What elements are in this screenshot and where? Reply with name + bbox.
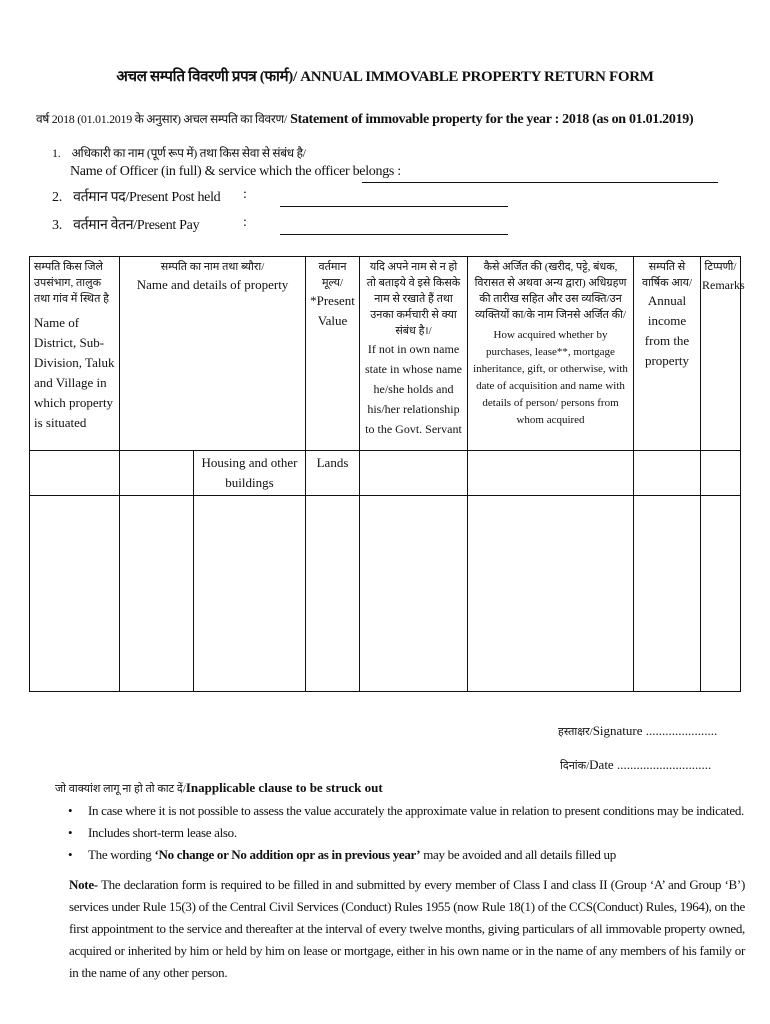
col-income-english: Annual income from the property: [644, 293, 690, 368]
col-value-header: [306, 257, 360, 451]
footnote-item: • Includes short-term lease also.: [68, 822, 748, 844]
pay-num: 3.: [52, 218, 62, 233]
strike-english: Inapplicable clause to be struck out: [185, 780, 383, 795]
bullet-icon: •: [68, 803, 73, 818]
pay-row: [52, 215, 199, 234]
pay-colon: :: [243, 215, 247, 230]
post-num: 2.: [52, 190, 62, 205]
officer-label-hindi: अधिकारी का नाम (पूर्ण रूप में) तथा किस सेवा से संबंध है/: [71, 146, 306, 160]
date-hindi: दिनांक/: [560, 760, 590, 772]
note-label: Note-: [69, 877, 98, 892]
col-location-english: Name of District, Sub-Division, Taluk and Village in which property is situated: [34, 315, 115, 430]
entry-lands-cell[interactable]: [306, 496, 360, 692]
footnote-list: [68, 800, 748, 866]
present-pay-field[interactable]: [280, 214, 508, 235]
entry-acquired-cell[interactable]: [468, 496, 634, 692]
date-english: Date .............................: [589, 757, 712, 772]
entry-income-cell[interactable]: [634, 496, 701, 692]
entry-housing-cell[interactable]: [194, 496, 306, 692]
note-text: The declaration form is required to be filled in and submitted by every member of Class I and class II (Group ‘A’ and Group ‘B’) services under Rule 15(3) of the Central Civil Services (Conduct) Rules 1955 (now Rule 18(1) of the CCS(Conduct) Rules, 1964), on the first appointment to the service and thereafter at the interval of every twelve months, giving particulars of all immovable property owned, acquired or inherited by him or held by him on lease or mortgage, either in his own name or in the name of any members of his family or in the name of any other person.: [69, 877, 745, 980]
subtitle-hindi: वर्ष 2018 (01.01.2019 के अनुसार) अचल सम्पति का विवरण/: [36, 112, 287, 126]
col-acquired-english: How acquired whether by purchases, lease**, mortgage inheritance, gift, or otherwise, with date of acquisition and name with details of person/ persons from whom acquired: [473, 329, 628, 426]
col-acquired-hindi: कैसे अर्जित की (खरीद, पट्टे, बंधक, विरासत से अथवा अन्य द्वारा) अधिग्रहण की तारीख सहित और उस व्यक्ति/उन व्यक्तियों का/के नाम जिनसे अर्जित की/: [474, 261, 627, 321]
subheader-cell-1: [30, 451, 120, 496]
officer-name-field[interactable]: [362, 162, 718, 183]
bullet-icon: •: [68, 847, 73, 862]
present-post-field[interactable]: [280, 186, 508, 207]
col-value-hindi: वर्तमान मूल्य/: [318, 261, 347, 289]
signature-english: Signature ......................: [592, 723, 718, 738]
signature-hindi: हस्ताक्षर/: [558, 726, 593, 738]
post-row: [52, 187, 220, 206]
col-property-english: Name and details of property: [136, 277, 289, 292]
strike-hindi: जो वाक्यांश लागू ना हो तो काट दें/: [55, 783, 186, 795]
col-remarks-english: Remarks: [702, 278, 745, 292]
officer-num: 1.: [52, 146, 61, 160]
col-holder-english: If not in own name state in whose name he/she holds and his/her relationship to the Govt. Servant: [365, 342, 462, 436]
col-location-header: [30, 257, 120, 451]
date-line: [560, 757, 711, 773]
strike-instruction: [55, 780, 383, 797]
col-remarks-hindi: टिप्पणी/: [704, 261, 737, 273]
col-location-hindi: सम्पति किस जिले उपसंभाग, तालुक तथा गांव में स्थित है: [34, 261, 109, 305]
officer-name-label: Name of Officer (in full) & service which the officer belongs :: [70, 164, 401, 179]
col-value-english: *Present Value: [310, 293, 355, 328]
subheader-cell-5: [360, 451, 468, 496]
entry-remarks-cell[interactable]: [701, 496, 741, 692]
table-header-row: [30, 257, 741, 451]
col-income-header: [634, 257, 701, 451]
subheader-cell-8: [701, 451, 741, 496]
col-property-header: [120, 257, 306, 451]
col-holder-header: [360, 257, 468, 451]
subheader-cell-6: [468, 451, 634, 496]
post-colon: :: [243, 187, 247, 202]
property-table: [29, 256, 745, 692]
subheader-lands: Lands: [306, 451, 360, 496]
entry-location-cell[interactable]: [30, 496, 120, 692]
footnote-item: • In case where it is not possible to assess the value accurately the approximate value in relation to present conditions may be indicated.: [68, 800, 748, 822]
entry-property-cell[interactable]: [120, 496, 194, 692]
form-subtitle: [36, 110, 693, 128]
col-acquired-header: [468, 257, 634, 451]
subheader-empty-cell: [120, 451, 194, 496]
pay-label: वर्तमान वेतन/Present Pay: [73, 218, 200, 233]
subheader-cell-7: [634, 451, 701, 496]
col-property-hindi: सम्पति का नाम तथा ब्यौरा/: [160, 261, 265, 273]
officer-name-label-hindi-row: [52, 144, 306, 162]
bullet-icon: •: [68, 825, 73, 840]
subtitle-english: Statement of immovable property for the year : 2018 (as on 01.01.2019): [290, 112, 694, 127]
table-subheader-row: [30, 451, 741, 496]
subheader-housing: Housing and other buildings: [194, 451, 306, 496]
form-title: अचल सम्पति विवरणी प्रपत्र (फार्म)/ ANNUAL IMMOVABLE PROPERTY RETURN FORM: [116, 69, 654, 85]
signature-line: [558, 723, 717, 739]
footnote-item: • The wording ‘No change or No addition opr as in previous year’ may be avoided and all details filled up: [68, 844, 748, 866]
entry-holder-cell[interactable]: [360, 496, 468, 692]
col-holder-hindi: यदि अपने नाम से न हो तो बताइये वे इसे किसके नाम से रखाते हैं तथा उनका कर्मचारी से क्या संबंध है।/: [366, 261, 461, 337]
col-remarks-header: [701, 257, 745, 451]
declaration-note: [69, 874, 745, 984]
col-income-hindi: सम्पति से वार्षिक आय/: [641, 261, 693, 289]
post-label: वर्तमान पद/Present Post held: [73, 190, 221, 205]
table-row[interactable]: [30, 496, 741, 692]
